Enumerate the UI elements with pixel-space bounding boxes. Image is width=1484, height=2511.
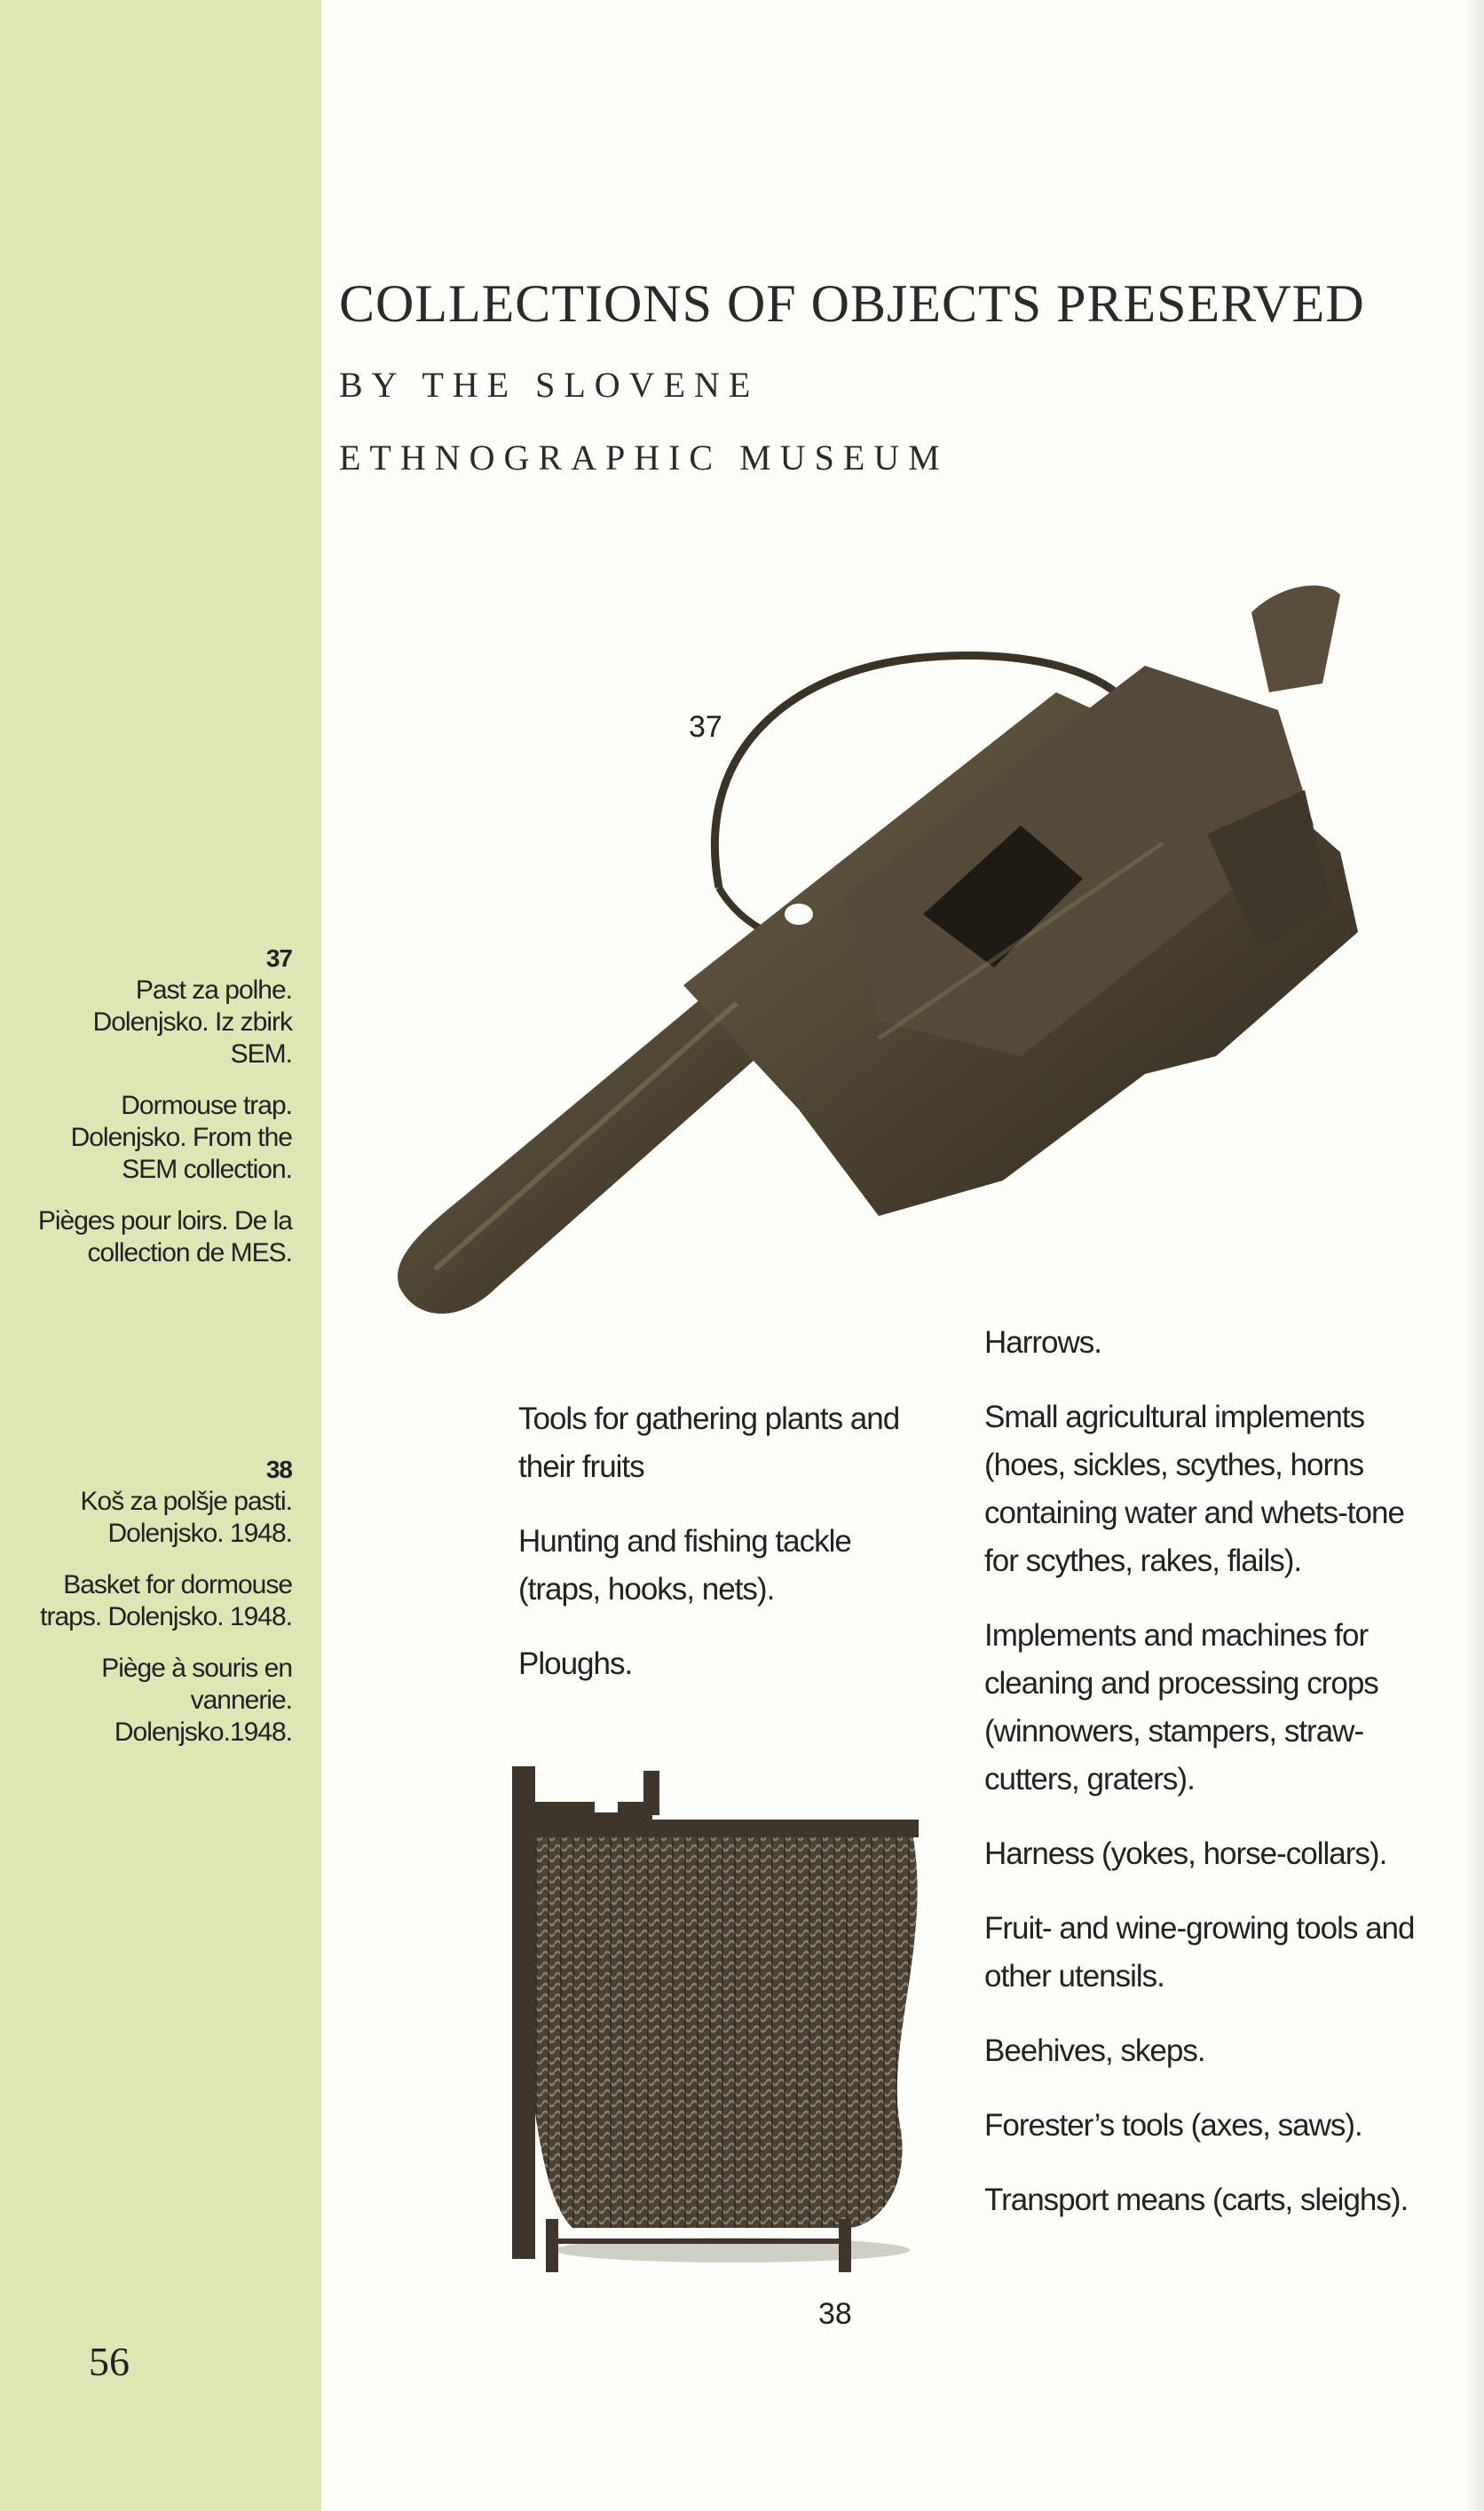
figure-37-label: 37 bbox=[689, 710, 722, 744]
list-item: Harness (yokes, horse-collars). bbox=[984, 1836, 1387, 1871]
caption-37-french: Pièges pour loirs. De la collection de MES. bbox=[37, 1206, 292, 1267]
woven-basket-image bbox=[493, 1757, 928, 2272]
list-item: Implements and machines for cleaning and processing crops (winnowers, stampers, straw-cutters, graters). bbox=[984, 1618, 1378, 1796]
object-list-left bbox=[518, 1395, 935, 1715]
caption-38-number: 38 bbox=[265, 1456, 292, 1483]
caption-37-english: Dormouse trap. Dolenjsko. From the SEM collection. bbox=[70, 1091, 292, 1184]
caption-37-slovene: Past za polhe. Dolenjsko. Iz zbirk SEM. bbox=[92, 975, 292, 1069]
list-item: Tools for gathering plants and their fruits bbox=[518, 1402, 900, 1484]
list-item: Ploughs. bbox=[518, 1646, 633, 1681]
page-number: 56 bbox=[89, 2339, 130, 2384]
list-item: Small agricultural implements (hoes, sickles, scythes, horns containing water and whets-tone for scythes, rakes, flails). bbox=[984, 1400, 1404, 1578]
dormouse-trap-image bbox=[382, 559, 1464, 1376]
list-item: Transport means (carts, sleighs). bbox=[984, 2183, 1409, 2217]
caption-37-number: 37 bbox=[265, 944, 292, 972]
caption-38-slovene: Koš za polšje pasti. Dolenjsko. 1948. bbox=[80, 1487, 292, 1548]
figure-38-label: 38 bbox=[818, 2297, 852, 2331]
caption-37 bbox=[26, 943, 292, 1289]
page-subtitle-line-2: ETHNOGRAPHIC MUSEUM bbox=[339, 438, 949, 478]
page-subtitle-line-1: BY THE SLOVENE bbox=[339, 365, 760, 405]
object-list-right bbox=[984, 1319, 1428, 2251]
caption-38 bbox=[26, 1454, 292, 1768]
list-item: Forester’s tools (axes, saws). bbox=[984, 2108, 1362, 2143]
list-item: Fruit- and wine-growing tools and other utensils. bbox=[984, 1911, 1415, 1994]
list-item: Harrows. bbox=[984, 1325, 1102, 1360]
caption-38-french: Piège à souris en vannerie. Dolenjsko.1948. bbox=[101, 1654, 292, 1747]
list-item: Beehives, skeps. bbox=[984, 2033, 1205, 2068]
page-gutter-shadow bbox=[1464, 0, 1484, 2511]
caption-38-english: Basket for dormouse traps. Dolenjsko. 1948. bbox=[40, 1570, 292, 1631]
page-title: COLLECTIONS OF OBJECTS PRESERVED bbox=[339, 274, 1365, 333]
list-item: Hunting and fishing tackle (traps, hooks, nets). bbox=[518, 1524, 851, 1607]
